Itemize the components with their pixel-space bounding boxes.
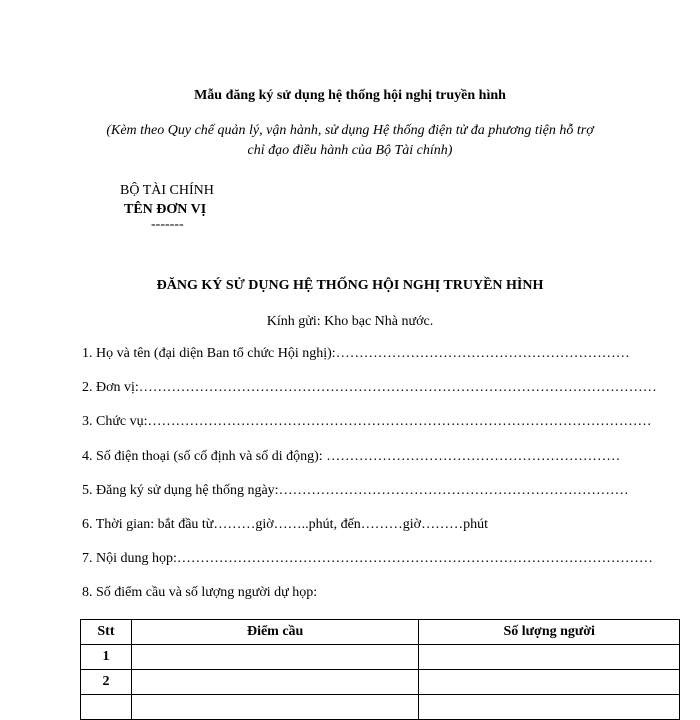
field-unit[interactable]: 2. Đơn vị:………………………………………………………………………………………………… — [82, 380, 657, 395]
connection-point-cell[interactable] — [131, 670, 419, 695]
field-time[interactable]: 6. Thời gian: bắt đầu từ………giờ……..phút, đến………giờ………phút — [82, 517, 488, 532]
field-phone[interactable]: 4. Số điện thoại (số cố định và số di động): ……………………………………………………… — [82, 449, 621, 464]
ministry-name: BỘ TÀI CHÍNH — [120, 183, 214, 198]
field-points-count-label: 8. Số điểm cầu và số lượng người dự họp: — [82, 585, 318, 600]
connection-points-table — [80, 619, 680, 720]
form-subtitle-line-1: (Kèm theo Quy chế quản lý, vận hành, sử dụng Hệ thống điện tử đa phương tiện hỗ trợ — [106, 123, 594, 138]
column-header-connection-point: Điểm cầu — [131, 620, 419, 645]
table-header-row — [81, 620, 680, 645]
field-registration-date[interactable]: 5. Đăng ký sử dụng hệ thống ngày:………………………………………………………………… — [82, 483, 629, 498]
table-row — [81, 670, 680, 695]
document-heading: ĐĂNG KÝ SỬ DỤNG HỆ THỐNG HỘI NGHỊ TRUYỀN HÌNH — [156, 278, 544, 293]
connection-point-cell[interactable] — [131, 645, 419, 670]
field-position[interactable]: 3. Chức vụ:……………………………………………………………………………………………… — [82, 414, 652, 429]
row-number: 2 — [81, 670, 132, 695]
participant-count-cell[interactable] — [419, 670, 680, 695]
field-full-name[interactable]: 1. Họ và tên (đại diện Ban tổ chức Hội nghị):……………………………………………………… — [82, 346, 630, 361]
participant-count-cell[interactable] — [419, 645, 680, 670]
org-divider: ------- — [151, 217, 184, 232]
unit-name: TÊN ĐƠN VỊ — [124, 202, 207, 217]
column-header-stt: Stt — [81, 620, 132, 645]
form-subtitle-line-2: chỉ đạo điều hành của Bộ Tài chính) — [247, 143, 453, 158]
field-meeting-content[interactable]: 7. Nội dung họp:………………………………………………………………………………………… — [82, 551, 653, 566]
table-row — [81, 695, 680, 720]
row-number: 1 — [81, 645, 132, 670]
connection-point-cell[interactable] — [131, 695, 419, 720]
column-header-participant-count: Số lượng người — [419, 620, 680, 645]
table-row — [81, 645, 680, 670]
participant-count-cell[interactable] — [419, 695, 680, 720]
row-number — [81, 695, 132, 720]
form-title: Mẫu đăng ký sử dụng hệ thống hội nghị truyền hình — [194, 88, 506, 103]
greeting-line: Kính gửi: Kho bạc Nhà nước. — [266, 314, 434, 329]
